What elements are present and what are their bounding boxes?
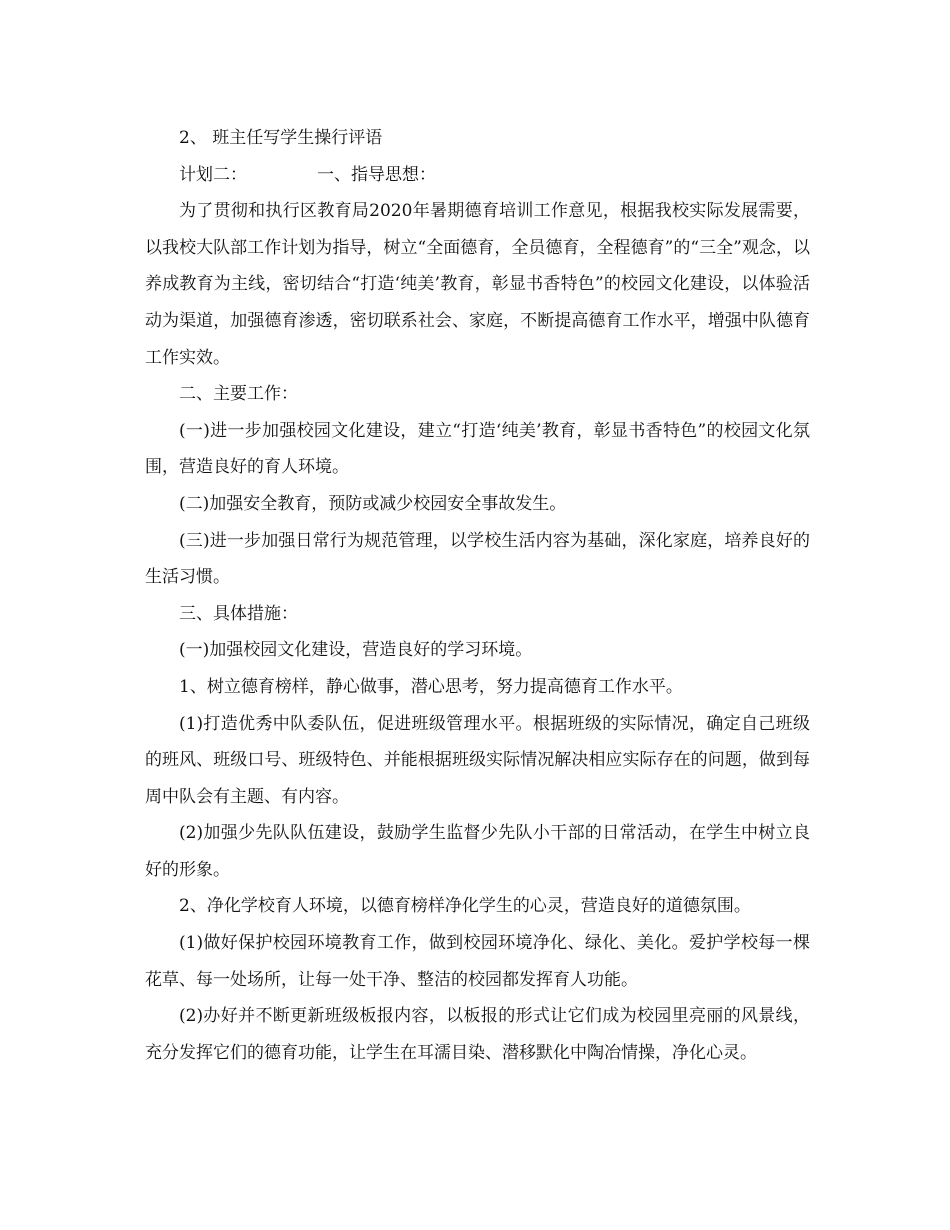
plan-label: 计划二： bbox=[179, 164, 247, 185]
section-heading-measures: 三、具体措施： bbox=[179, 603, 298, 624]
paragraph-work-1: (一)进一步加强校园文化建设，建立“打造‘纯美’教育，彰显书香特色”的校园文化氛围，营造良好的育人环境。 bbox=[145, 420, 810, 478]
paragraph-measure-1-2-b: (2)办好并不断更新班级板报内容，以板报的形式让它们成为校园里亮丽的风景线，充分发挥它们的德育功能，让学生在耳濡目染、潜移默化中陶冶情操，净化心灵。 bbox=[145, 1006, 810, 1063]
heading-item: 2、 班主任写学生操行评语 bbox=[179, 128, 383, 148]
paragraph-measure-1-1: 1、树立德育榜样，静心做事，潜心思考，努力提高德育工作水平。 bbox=[179, 676, 683, 697]
plan-section-title: 一、指导思想： bbox=[317, 164, 436, 185]
section-heading-main-work: 二、主要工作： bbox=[179, 384, 298, 405]
paragraph-work-2: (二)加强安全教育，预防或减少校园安全事故发生。 bbox=[179, 493, 567, 514]
paragraph-measure-1-1-a: (1)打造优秀中队委队伍，促进班级管理水平。根据班级的实际情况，确定自己班级的班风、班级口号、班级特色、并能根据班级实际情况解决相应实际存在的问题，做到每周中队会有主题、有内容。 bbox=[145, 713, 810, 807]
paragraph-measure-1-2: 2、净化学校育人环境，以德育榜样净化学生的心灵，营造良好的道德氛围。 bbox=[179, 896, 751, 917]
paragraph-work-3: (三)进一步加强日常行为规范管理，以学校生活内容为基础，深化家庭，培养良好的生活习惯。 bbox=[145, 530, 810, 588]
paragraph-measure-1-1-b: (2)加强少先队队伍建设，鼓励学生监督少先队小干部的日常活动，在学生中树立良好的形象。 bbox=[145, 823, 810, 880]
paragraph-measure-1-2-a: (1)做好保护校园环境教育工作，做到校园环境净化、绿化、美化。爱护学校每一棵花草、每一处场所，让每一处干净、整洁的校园都发挥育人功能。 bbox=[145, 933, 810, 990]
paragraph-guiding-thought: 为了贯彻和执行区教育局2020年暑期德育培训工作意见，根据我校实际发展需要，以我校大队部工作计划为指导，树立“全面德育，全员德育，全程德育”的“三全”观念，以养成教育为主线，密切结合“打造‘纯美’教育，彰显书香特色”的校园文化建设，以体验活动为渠道，加强德育渗透，密切联系社会、家庭，不断提高德育工作水平，增强中队德育工作实效。 bbox=[145, 201, 810, 368]
plan-line bbox=[145, 157, 810, 194]
paragraph-measure-1: (一)加强校园文化建设，营造良好的学习环境。 bbox=[179, 640, 533, 661]
